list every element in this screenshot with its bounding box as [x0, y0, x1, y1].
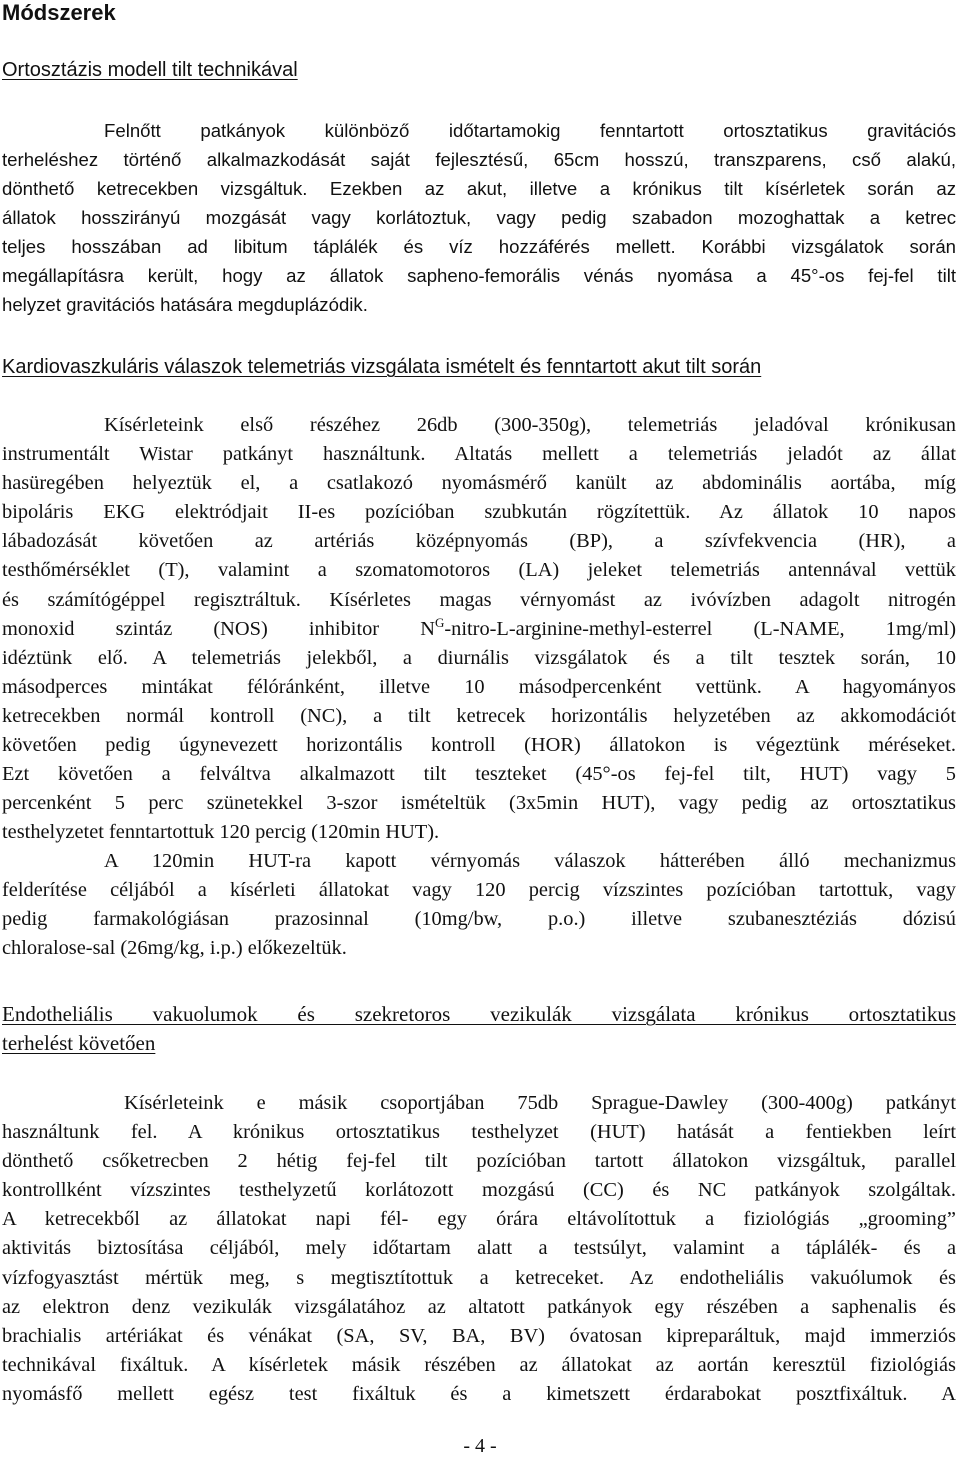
- heading-line: Endotheliális vakuolumok és szekretoros vezikulák vizsgálata krónikus ortosztatikus: [2, 1002, 956, 1026]
- nos-superscript: G: [434, 614, 445, 630]
- paragraph-line: A ketrecekből az állatokat napi fél- egy órára eltávolítottuk a fiziológiás „grooming”: [2, 1208, 956, 1231]
- paragraph-line: és számítógéppel regisztráltuk. Kísérletes magas vérnyomást az ivóvízben adagolt nitrogén: [2, 588, 956, 611]
- paragraph-line: másodperces mintákat félóránként, illetve 10 másodpercenként vettünk. A hagyományos: [2, 675, 956, 698]
- nos-text-before: monoxid szintáz (NOS) inhibitor N: [2, 617, 435, 640]
- section-telemetry-paragraph-2: [2, 847, 956, 963]
- paragraph-line: ketrecekben normál kontroll (NC), a tilt ketrecek horizontális helyzetében az akkomodációt: [2, 704, 956, 727]
- section-orthostasis-paragraph: [2, 116, 956, 319]
- section-heading-endothelial-vacuoles: [2, 1000, 956, 1058]
- paragraph-line: chloralose-sal (26mg/kg, i.p.) előkezeltük.: [2, 937, 347, 960]
- section-heading-orthostasis-model: Ortosztázis modell tilt technikával: [2, 59, 298, 81]
- paragraph-line: nyomásfő mellett egész test fixáltuk és a kimetszett érdarabokat posztfixáltuk. A: [2, 1382, 956, 1405]
- paragraph-line-nos: [2, 615, 956, 644]
- paragraph-line: Ezt követően a felváltva alkalmazott tilt teszteket (45°-os fej-fel tilt, HUT) vagy 5: [2, 763, 956, 786]
- section-heading-cardiovascular-telemetry: Kardiovaszkuláris válaszok telemetriás vizsgálata ismételt és fenntartott akut tilt során: [2, 356, 762, 378]
- paragraph-line: idéztünk elő. A telemetriás jelekből, a diurnális vizsgálatok és a tilt tesztek során, 10: [2, 646, 956, 669]
- paragraph-line: pedig farmakológiásan prazosinnal (10mg/bw, p.o.) illetve szubanesztéziás dózisú: [2, 908, 956, 931]
- paragraph-line: terheléshez történő alkalmazkodását saját fejlesztésű, 65cm hosszú, transzparens, cső alakú,: [2, 149, 956, 170]
- page-title: Módszerek: [2, 0, 116, 25]
- paragraph-line: Felnőtt patkányok különböző időtartamokig fenntartott ortosztatikus gravitációs: [104, 120, 956, 141]
- section-endothelial-paragraph: [2, 1089, 956, 1409]
- section-telemetry-paragraph-1: [2, 411, 956, 847]
- paragraph-line: Kísérleteink első részéhez 26db (300-350g), telemetriás jeladóval krónikusan: [104, 414, 956, 436]
- page-number: - 4 -: [463, 1435, 497, 1457]
- paragraph-line: lábadozását követően az artériás középnyomás (BP), a szívfekvencia (HR), a: [2, 530, 956, 553]
- paragraph-line: hasüregében helyeztük el, a csatlakozó nyomásmérő kanült az abdominális aortába, míg: [2, 472, 956, 495]
- paragraph-line: testhelyzetet fenntartottuk 120 percig (120min HUT).: [2, 821, 440, 844]
- paragraph-line: aktivitás biztosítása céljából, mely időtartam alatt a testsúlyt, valamint a táplálék- és a: [2, 1237, 956, 1260]
- paragraph-line: technikával fixáltuk. A kísérletek másik részében az állatokat az aortán keresztül fiziológiás: [2, 1353, 956, 1376]
- paragraph-line: percenként 5 perc szünetekkel 3-szor ismételtük (3x5min HUT), vagy pedig az ortosztatikus: [2, 792, 956, 815]
- paragraph-line: brachialis artériákat és vénákat (SA, SV, BA, BV) óvatosan kipreparáltuk, majd immerziós: [2, 1324, 956, 1347]
- paragraph-line: bipoláris EKG elektródjait II-es pozícióban szubkután rögzítettük. Az állatok 10 napos: [2, 501, 956, 524]
- paragraph-line: az elektron denz vezikulák vizsgálatához az altatott patkányok egy részében a saphenalis és: [2, 1295, 956, 1318]
- paragraph-line: kontrollként vízszintes testhelyzetű korlátozott mozgású (CC) és NC patkányok szolgáltak.: [2, 1179, 956, 1202]
- paragraph-line: használtunk fel. A krónikus ortosztatikus testhelyzet (HUT) hatását a fentiekben leírt: [2, 1121, 956, 1144]
- paragraph-line: dönthető csőketrecben 2 hétig fej-fel tilt pozícióban tartott állatokon vizsgáltuk, parallel: [2, 1150, 956, 1173]
- paragraph-line: felderítése céljából a kísérleti állatokat vagy 120 percig vízszintes pozícióban tartottuk, vagy: [2, 879, 956, 902]
- paragraph-line: teljes hosszában ad libitum táplálék és víz hozzáférés mellett. Korábbi vizsgálatok során: [2, 236, 956, 257]
- paragraph-line: megállapításra került, hogy az állatok sapheno-femorális vénás nyomása a 45°-os fej-fel tilt: [2, 265, 956, 286]
- paragraph-line: állatok hosszirányú mozgását vagy korlátoztuk, vagy pedig szabadon mozoghattak a ketrec: [2, 207, 956, 228]
- nos-text-after: -nitro-L-arginine-methyl-esterrel (L-NAME, 1mg/ml): [444, 617, 956, 640]
- paragraph-line: A 120min HUT-ra kapott vérnyomás válaszok hátterében álló mechanizmus: [104, 850, 956, 872]
- paragraph-line: követően pedig úgynevezett horizontális kontroll (HOR) állatokon is végeztünk méréseket.: [2, 734, 956, 757]
- paragraph-line: testhőmérséklet (T), valamint a szomatomotoros (LA) jeleket telemetriás antennával vettük: [2, 559, 956, 582]
- heading-line: terhelést követően: [2, 1031, 156, 1055]
- paragraph-line: Kísérleteink e másik csoportjában 75db Sprague-Dawley (300-400g) patkányt: [124, 1092, 956, 1114]
- paragraph-line: vízfogyasztást mértük meg, s megtisztítottuk a ketreceket. Az endotheliális vakuólumok és: [2, 1266, 956, 1289]
- paragraph-line: helyzet gravitációs hatására megduplázódik.: [2, 294, 368, 315]
- paragraph-line: dönthető ketrecekben vizsgáltuk. Ezekben az akut, illetve a krónikus tilt kísérletek során az: [2, 178, 956, 199]
- paragraph-line: instrumentált Wistar patkányt használtunk. Altatás mellett a telemetriás jeladót az állat: [2, 443, 956, 466]
